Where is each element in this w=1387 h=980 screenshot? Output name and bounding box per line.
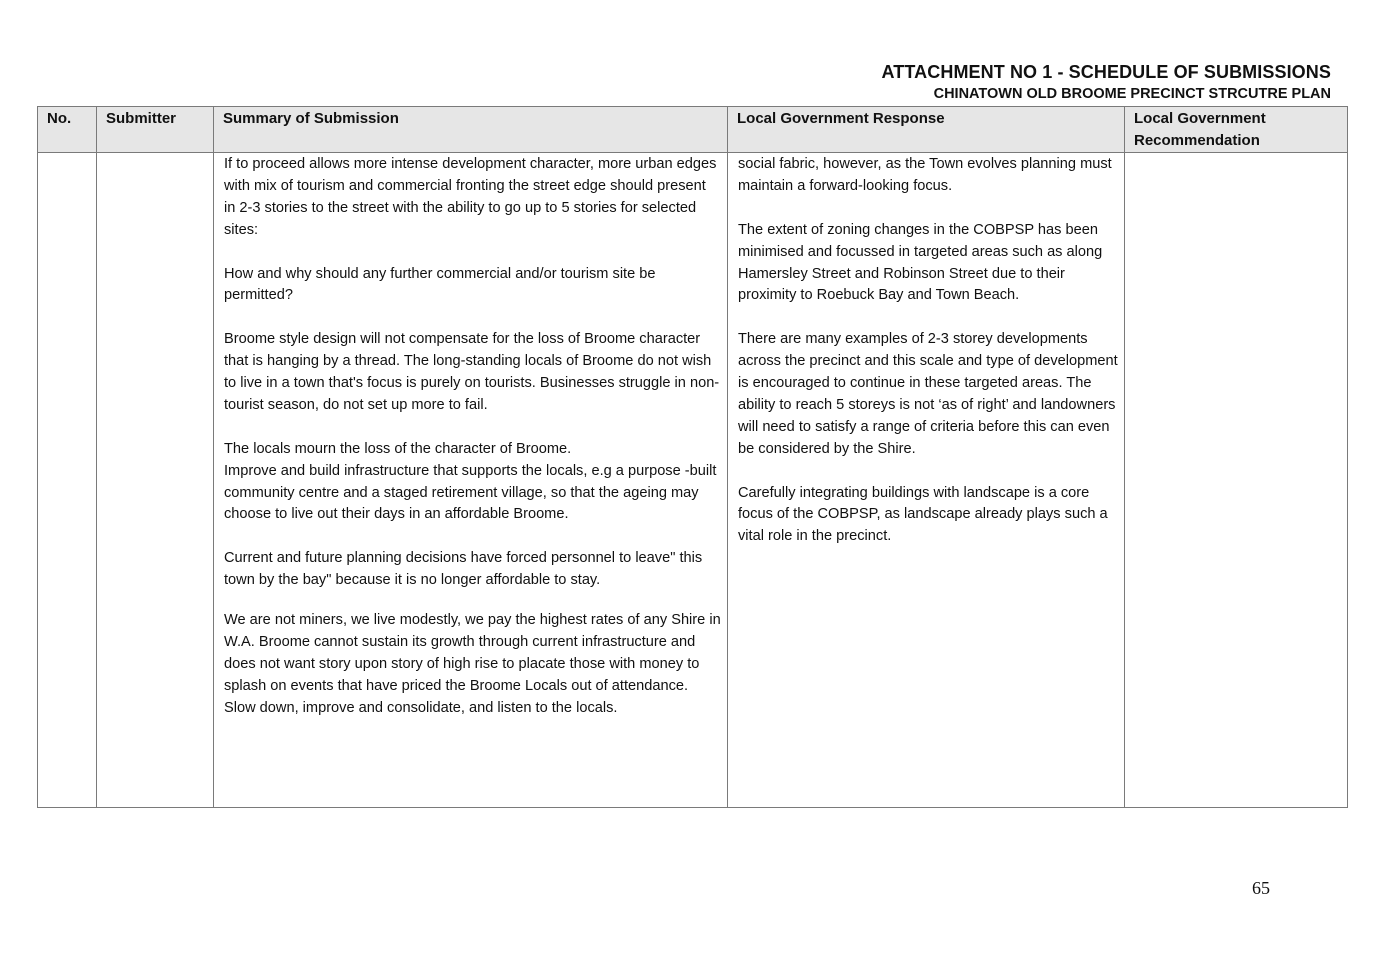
document-header [882,60,1331,104]
column-header-summary: Summary of Submission [214,107,728,153]
table-header-row [38,107,1348,153]
cell-response [728,153,1125,808]
column-header-submitter: Submitter [97,107,214,153]
column-header-response: Local Government Response [728,107,1125,153]
response-paragraph-1: social fabric, however, as the Town evolves planning must maintain a forward-looking focus. [738,156,1112,194]
cell-submitter [97,153,214,808]
summary-paragraph-3: Broome style design will not compensate for the loss of Broome character that is hanging by a thread. The long-standing locals of Broome do not wish to live in a town that's focus is purely on tourists. Businesses struggle in non- tourist season, do not set up more to fail. [224,331,720,413]
response-paragraph-2: The extent of zoning changes in the COBPSP has been minimised and focussed in targeted areas such as along Hamersley Street and Robinson Street due to their proximity to Roebuck Bay and Town Beach. [738,221,1103,304]
document-subtitle: CHINATOWN OLD BROOME PRECINCT STRCUTRE PLAN [933,86,1331,102]
column-header-recommendation: Local Government Recommendation [1125,107,1348,153]
summary-paragraph-6: Current and future planning decisions have forced personnel to leave" this town by the bay" because it is no longer affordable to stay. [224,550,703,589]
cell-summary [214,153,728,808]
summary-paragraph-7: We are not miners, we live modestly, we pay the highest rates of any Shire in W.A. Broome cannot sustain its growth through current infrastructure and does not want story upon story of high rise to placate those with money to splash on events that have priced the Broome Locals out of attendance. Slow down, improve and consolidate, and listen to the locals. [224,612,721,716]
response-paragraph-3: There are many examples of 2-3 storey developments across the precinct and this scale and type of development is encouraged to continue in these targeted areas. The ability to reach 5 storeys is not ‘as of right’ and landowners will need to satisfy a range of criteria before this can even be considered by the Shire. [738,331,1118,457]
cell-no [38,153,97,808]
response-paragraph-4: Carefully integrating buildings with landscape is a core focus of the COBPSP, as landscape already plays such a vital role in the precinct. [738,484,1108,545]
page-number: 65 [1252,878,1270,898]
column-header-no: No. [38,107,97,153]
submissions-table [37,106,1348,808]
summary-paragraph-1: If to proceed allows more intense development character, more urban edges with mix of tourism and commercial fronting the street edge should present in 2-3 stories to the street with the ability to go up to 5 stories for selected sites: [224,156,717,238]
summary-paragraph-2: How and why should any further commercial and/or tourism site be permitted? [224,265,656,304]
summary-paragraph-5: Improve and build infrastructure that supports the locals, e.g a purpose -built community centre and a staged retirement village, so that the ageing may choose to live out their days in an affordable Broome. [224,462,717,523]
summary-paragraph-4: The locals mourn the loss of the character of Broome. [224,440,572,457]
table-row [38,153,1348,808]
document-title: ATTACHMENT NO 1 - SCHEDULE OF SUBMISSIONS [881,62,1331,82]
cell-recommendation [1125,153,1348,808]
